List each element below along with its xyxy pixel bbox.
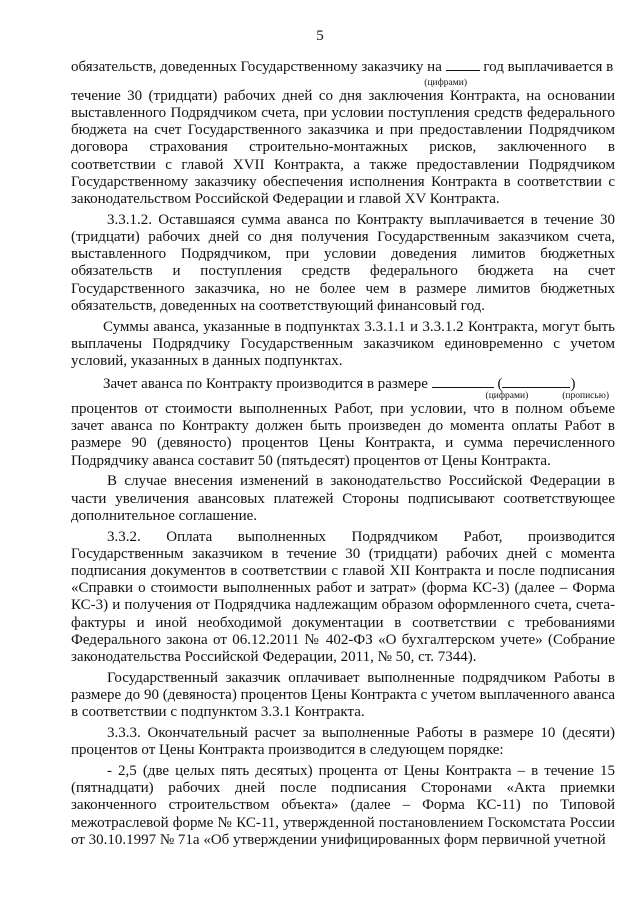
paragraph-offset-first-line: Зачет аванса по Контракту производится в размере ( ) [103,375,576,392]
offset-text-a: Зачет аванса по Контракту производится в размере [103,375,428,392]
paragraph-3-3-3: 3.3.3. Окончательный расчет за выполненные Работы в размере 10 (десяти) процентов от Цены Контракта производится в следующем порядке: [71,725,615,759]
paragraph-1-body: течение 30 (тридцати) рабочих дней со дня заключения Контракта, на основании выставленного Подрядчиком счета, при условии поступления средств федерального бюджета на счет Государственного заказчика и при предоставлении Подрядчиком договора страхования строительно-монтажных рисков, заключенного в соответствии с главой XVII Контракта, а также предоставлении Подрядчиком Государственному заказчику обеспечения исполнения Контракта в соответствии с законодательством Российской Федерации и главой XV Контракта. [71,87,615,208]
offset-captions-row [71,392,615,401]
paragraph-1-text-a: обязательств, доведенных Государственному заказчику на [71,59,442,75]
year-caption-row [71,79,615,88]
paragraph-1-text-b: год выплачивается в [483,59,614,75]
year-blank [446,57,480,71]
paragraph-legislation-changes: В случае внесения изменений в законодательство Российской Федерации в части увеличения авансовых платежей Стороны подписывают соответствующее дополнительное соглашение. [71,473,615,524]
percent-digits-blank [432,374,494,388]
paragraph-customer-pays: Государственный заказчик оплачивает выполненные подрядчиком Работы в размере до 90 (девяноста) процентов Цены Контракта с учетом выплаченного аванса в соответствии с подпунктом 3.3.1 Контракта. [71,669,615,721]
paragraph-3-3-2: 3.3.2. Оплата выполненных Подрядчиком Работ, производится Государственным заказчиком в течение 30 (тридцати) рабочих дней с момента подписания документов в соответствии с главой XII Контракта и после подписания «Справки о стоимости выполненных работ и затрат» (форма КС-3) (далее – Форма КС-3) и получения от Подрядчика надлежащим образом оформленного счета, счета-фактуры и иной необходимой документации в соответствии с требованиями Федерального закона от 06.12.2011 № 402-ФЗ «О бухгалтерском учете» (Собрание законодательства Российской Федерации, 2011, № 50, ст. 7344). [71,528,615,666]
document-body [71,57,615,853]
year-caption: (цифрами) [424,77,467,88]
page-number: 5 [316,28,324,44]
paragraph-final-payment-item: - 2,5 (две целых пять десятых) процента от Цены Контракта – в течение 15 (пятнадцати) рабочих дней после подписания Сторонами «Акта приемки законченного строительством объекта» (далее – Форма КС-11) по Типовой межотраслевой форме № КС-11, утвержденной постановлением Госкомстата России от 30.10.1997 № 71а «Об утверждении унифицированных форм первичной учетной [71,763,615,848]
paragraph-offset-body: процентов от стоимости выполненных Работ, при условии, что в полном объеме зачет аванса по Контракту должен быть произведен до момента оплаты Работ в размере 90 (девяносто) процентов Цены Контракта, и сумма перечисленного Подрядчику аванса составит 50 (пятьдесят) процентов от Цены Контракта. [71,401,615,469]
percent-words-blank [502,374,570,388]
paragraph-1-first-line [71,57,615,76]
percent-digits-caption: (цифрами) [485,391,529,402]
paragraph-3-3-1-2: 3.3.1.2. Оставшаяся сумма аванса по Контракту выплачивается в течение 30 (тридцати) рабочих дней со дня получения Государственным заказчиком счета, выставленного Подрядчиком, при условии доведения лимитов бюджетных обязательств и поступления средств федерального бюджета на счет Государственного заказчика, но не более чем в размере лимитов бюджетных обязательств, доведенных на соответствующий финансовый год. [71,211,615,314]
percent-words-caption: (прописью) [562,391,609,402]
paragraph-advance-sums: Суммы аванса, указанные в подпунктах 3.3.1.1 и 3.3.1.2 Контракта, могут быть выплачены Подрядчику Государственным заказчиком единовременно с учетом условий, указанных в данных подпунктах. [71,318,615,370]
